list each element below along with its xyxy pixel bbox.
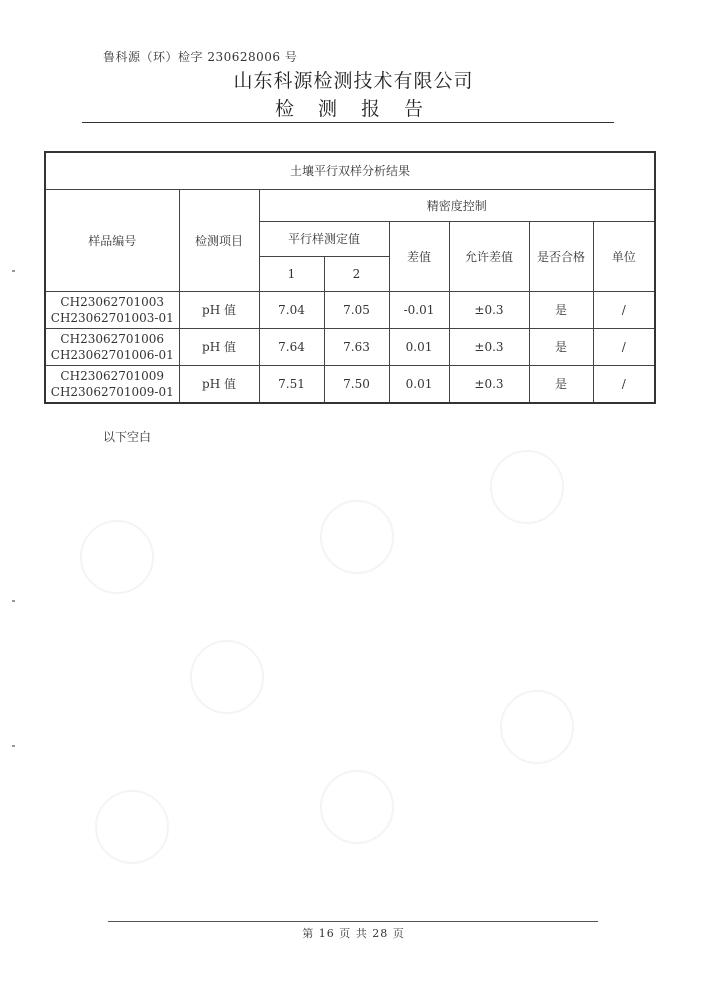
scan-mark bbox=[12, 270, 15, 272]
value-1: 7.51 bbox=[259, 366, 324, 404]
parallel-sample-table bbox=[44, 151, 656, 404]
unit: / bbox=[593, 329, 655, 366]
parallel-sample-id: CH23062701009-01 bbox=[50, 385, 174, 399]
watermark-seal bbox=[320, 500, 394, 574]
value-1: 7.64 bbox=[259, 329, 324, 366]
header-difference: 差值 bbox=[389, 222, 449, 292]
watermark-seal bbox=[95, 790, 169, 864]
value-2: 7.63 bbox=[324, 329, 389, 366]
qualified: 是 bbox=[529, 366, 593, 404]
value-2: 7.05 bbox=[324, 292, 389, 329]
company-name: 山东科源检测技术有限公司 bbox=[233, 70, 474, 92]
blank-below-note: 以下空白 bbox=[103, 430, 152, 444]
table-title: 土壤平行双样分析结果 bbox=[45, 152, 655, 190]
sample-id-cell bbox=[45, 329, 179, 366]
sample-id-cell bbox=[45, 292, 179, 329]
report-reference-number: 鲁科源（环）检字 230628006 号 bbox=[103, 50, 298, 64]
header-parallel-values: 平行样测定值 bbox=[259, 222, 389, 257]
test-item: pH 值 bbox=[179, 366, 259, 404]
allowed-difference: ±0.3 bbox=[449, 292, 529, 329]
header-divider bbox=[82, 122, 614, 123]
sample-id: CH23062701006 bbox=[60, 332, 165, 346]
watermark-seal bbox=[490, 450, 564, 524]
test-item: pH 值 bbox=[179, 329, 259, 366]
table-row bbox=[45, 366, 655, 404]
value-1: 7.04 bbox=[259, 292, 324, 329]
header-value-2: 2 bbox=[324, 257, 389, 292]
sample-id-cell bbox=[45, 366, 179, 404]
unit: / bbox=[593, 292, 655, 329]
header-precision-control: 精密度控制 bbox=[259, 190, 655, 222]
parallel-sample-id: CH23062701003-01 bbox=[50, 311, 174, 325]
footer-divider bbox=[108, 921, 598, 922]
difference: 0.01 bbox=[389, 329, 449, 366]
header-unit: 单位 bbox=[593, 222, 655, 292]
scan-mark bbox=[12, 600, 15, 602]
header-qualified: 是否合格 bbox=[529, 222, 593, 292]
report-title: 检 测 报 告 bbox=[274, 98, 433, 120]
value-2: 7.50 bbox=[324, 366, 389, 404]
watermark-seal bbox=[80, 520, 154, 594]
difference: -0.01 bbox=[389, 292, 449, 329]
allowed-difference: ±0.3 bbox=[449, 329, 529, 366]
header-sample-id: 样品编号 bbox=[45, 190, 179, 292]
watermark-seal bbox=[320, 770, 394, 844]
parallel-sample-id: CH23062701006-01 bbox=[50, 348, 174, 362]
watermark-seal bbox=[190, 640, 264, 714]
sample-id: CH23062701003 bbox=[60, 295, 165, 309]
page-number: 第 16 页 共 28 页 bbox=[302, 927, 405, 940]
allowed-difference: ±0.3 bbox=[449, 366, 529, 404]
table-row bbox=[45, 329, 655, 366]
difference: 0.01 bbox=[389, 366, 449, 404]
header-test-item: 检测项目 bbox=[179, 190, 259, 292]
table-row bbox=[45, 292, 655, 329]
watermark-seal bbox=[500, 690, 574, 764]
header-value-1: 1 bbox=[259, 257, 324, 292]
unit: / bbox=[593, 366, 655, 404]
qualified: 是 bbox=[529, 292, 593, 329]
scan-mark bbox=[12, 745, 15, 747]
header-allowed-difference: 允许差值 bbox=[449, 222, 529, 292]
sample-id: CH23062701009 bbox=[60, 369, 165, 383]
qualified: 是 bbox=[529, 329, 593, 366]
test-item: pH 值 bbox=[179, 292, 259, 329]
